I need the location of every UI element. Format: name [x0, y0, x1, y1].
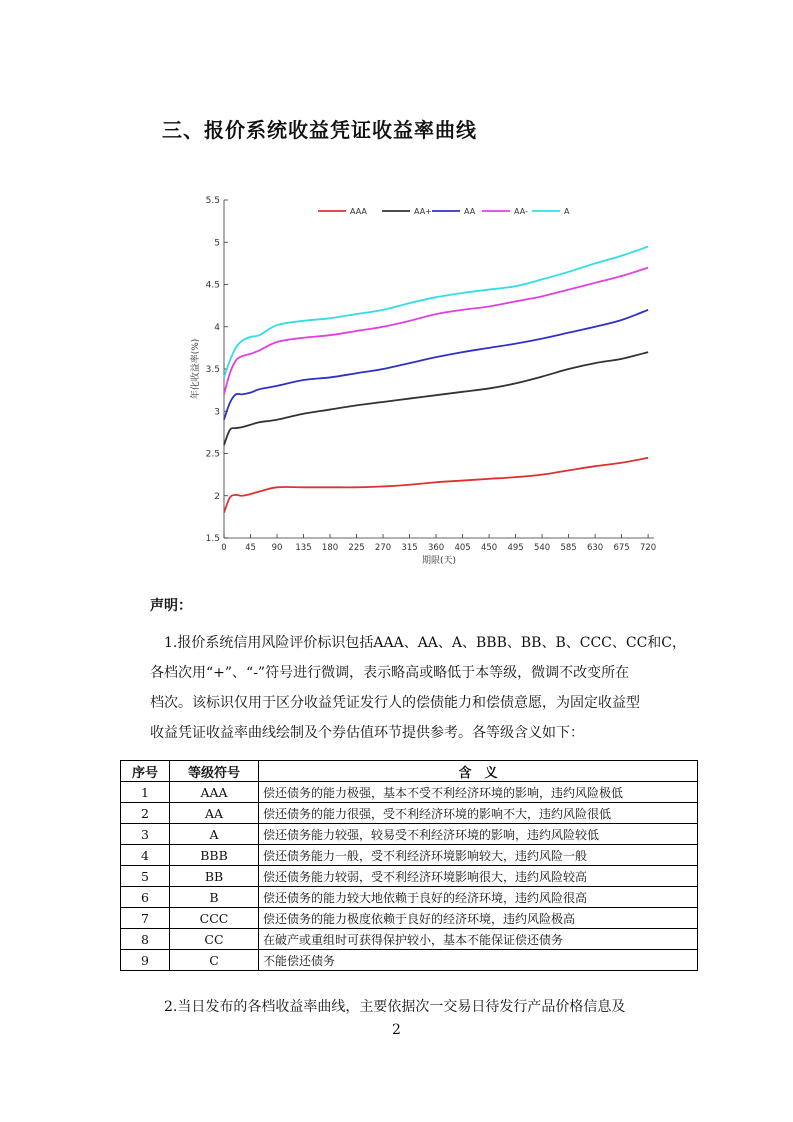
series-line-AA+	[224, 352, 648, 445]
cell-index: 4	[121, 845, 170, 866]
section-title: 三、报价系统收益凭证收益率曲线	[162, 118, 477, 142]
cell-index: 6	[121, 887, 170, 908]
y-tick-label: 2	[214, 491, 220, 502]
x-tick-label: 675	[613, 543, 630, 553]
cell-meaning: 偿还债务能力一般，受不利经济环境影响较大，违约风险一般	[259, 845, 698, 866]
legend-label-AA+: AA+	[414, 207, 432, 216]
declaration-heading: 声明：	[150, 598, 192, 614]
legend-label-AA-: AA-	[514, 207, 528, 216]
y-tick-label: 3.5	[205, 365, 220, 375]
x-tick-label: 315	[401, 543, 418, 553]
x-tick-label: 405	[454, 543, 471, 553]
cell-index: 5	[121, 866, 170, 887]
cell-grade: AA	[170, 803, 259, 824]
x-tick-label: 135	[295, 543, 312, 553]
header-grade: 等级符号	[170, 761, 259, 782]
cell-meaning: 在破产或重组时可获得保护较小，基本不能保证偿还债务	[259, 929, 698, 950]
y-tick-label: 3	[214, 407, 220, 418]
legend-label-A: A	[564, 207, 570, 216]
x-tick-label: 585	[560, 543, 577, 553]
yield-curve-chart	[186, 188, 666, 578]
rating-definition-table	[120, 760, 698, 971]
series-line-AA-	[224, 268, 648, 395]
paragraph-curve-basis: 2.当日发布的各档收益率曲线，主要依据次一交易日待发行产品价格信息及	[164, 999, 626, 1015]
cell-meaning: 偿还债务的能力较大地依赖于良好的经济环境，违约风险很高	[259, 887, 698, 908]
y-tick-label: 2.5	[205, 449, 220, 460]
legend-label-AA: AA	[464, 207, 476, 216]
y-axis-label: 年化收益率(%)	[191, 338, 201, 400]
paragraph-line: 1.报价系统信用风险评价标识包括AAA、AA、A、BBB、BB、B、CCC、CC和C，	[164, 635, 687, 651]
cell-meaning: 偿还债务能力较强，较易受不利经济环境的影响，违约风险较低	[259, 824, 698, 845]
page-number: 2	[392, 1022, 401, 1038]
y-tick-label: 4.5	[205, 280, 220, 291]
table-row	[121, 782, 698, 803]
x-tick-label: 0	[221, 543, 227, 553]
x-tick-label: 45	[245, 543, 256, 553]
paragraph-line: 档次。该标识仅用于区分收益凭证发行人的偿债能力和偿债意愿，为固定收益型	[150, 695, 640, 711]
cell-grade: A	[170, 824, 259, 845]
table-row	[121, 908, 698, 929]
cell-meaning: 偿还债务的能力极强，基本不受不利经济环境的影响，违约风险极低	[259, 782, 698, 803]
cell-meaning: 偿还债务的能力很强，受不利经济环境的影响不大，违约风险很低	[259, 803, 698, 824]
paragraph-line: 收益凭证收益率曲线绘制及个券估值环节提供参考。各等级含义如下：	[150, 725, 584, 741]
y-tick-label: 1.5	[205, 534, 220, 544]
x-tick-label: 495	[507, 543, 524, 553]
paragraph-line: 各档次用“+”、“-”符号进行微调，表示略高或略低于本等级，微调不改变所在	[150, 665, 630, 681]
cell-index: 3	[121, 824, 170, 845]
x-tick-label: 720	[639, 543, 657, 553]
cell-index: 2	[121, 803, 170, 824]
table-row	[121, 950, 698, 971]
x-tick-label: 225	[348, 543, 365, 553]
series-line-AAA	[224, 458, 648, 513]
paragraph-rating-definition	[150, 628, 687, 748]
cell-meaning: 偿还债务能力较弱，受不利经济环境影响很大，违约风险较高	[259, 866, 698, 887]
x-tick-label: 90	[271, 543, 283, 553]
cell-grade: CC	[170, 929, 259, 950]
cell-grade: BBB	[170, 845, 259, 866]
table-row	[121, 929, 698, 950]
header-meaning: 含 义	[259, 761, 698, 782]
cell-index: 8	[121, 929, 170, 950]
y-tick-label: 4	[214, 322, 220, 333]
table-row	[121, 824, 698, 845]
cell-index: 1	[121, 782, 170, 803]
x-tick-label: 450	[480, 543, 498, 553]
x-axis-label: 期限(天)	[421, 556, 457, 566]
cell-index: 7	[121, 908, 170, 929]
cell-grade: C	[170, 950, 259, 971]
cell-grade: AAA	[170, 782, 259, 803]
cell-meaning: 偿还债务的能力极度依赖于良好的经济环境，违约风险极高	[259, 908, 698, 929]
x-tick-label: 180	[321, 543, 339, 553]
cell-grade: BB	[170, 866, 259, 887]
cell-index: 9	[121, 950, 170, 971]
x-tick-label: 270	[374, 543, 392, 553]
cell-meaning: 不能偿还债务	[259, 950, 698, 971]
table-row	[121, 866, 698, 887]
x-tick-label: 360	[427, 543, 445, 553]
legend-label-AAA: AAA	[350, 207, 367, 216]
table-row	[121, 887, 698, 908]
x-tick-label: 630	[586, 543, 604, 553]
table-row	[121, 845, 698, 866]
cell-grade: B	[170, 887, 259, 908]
y-tick-label: 5.5	[205, 196, 220, 206]
table-header-row	[121, 761, 698, 782]
y-tick-label: 5	[214, 238, 220, 249]
table-row	[121, 803, 698, 824]
cell-grade: CCC	[170, 908, 259, 929]
header-index: 序号	[121, 761, 170, 782]
x-tick-label: 540	[533, 543, 551, 553]
